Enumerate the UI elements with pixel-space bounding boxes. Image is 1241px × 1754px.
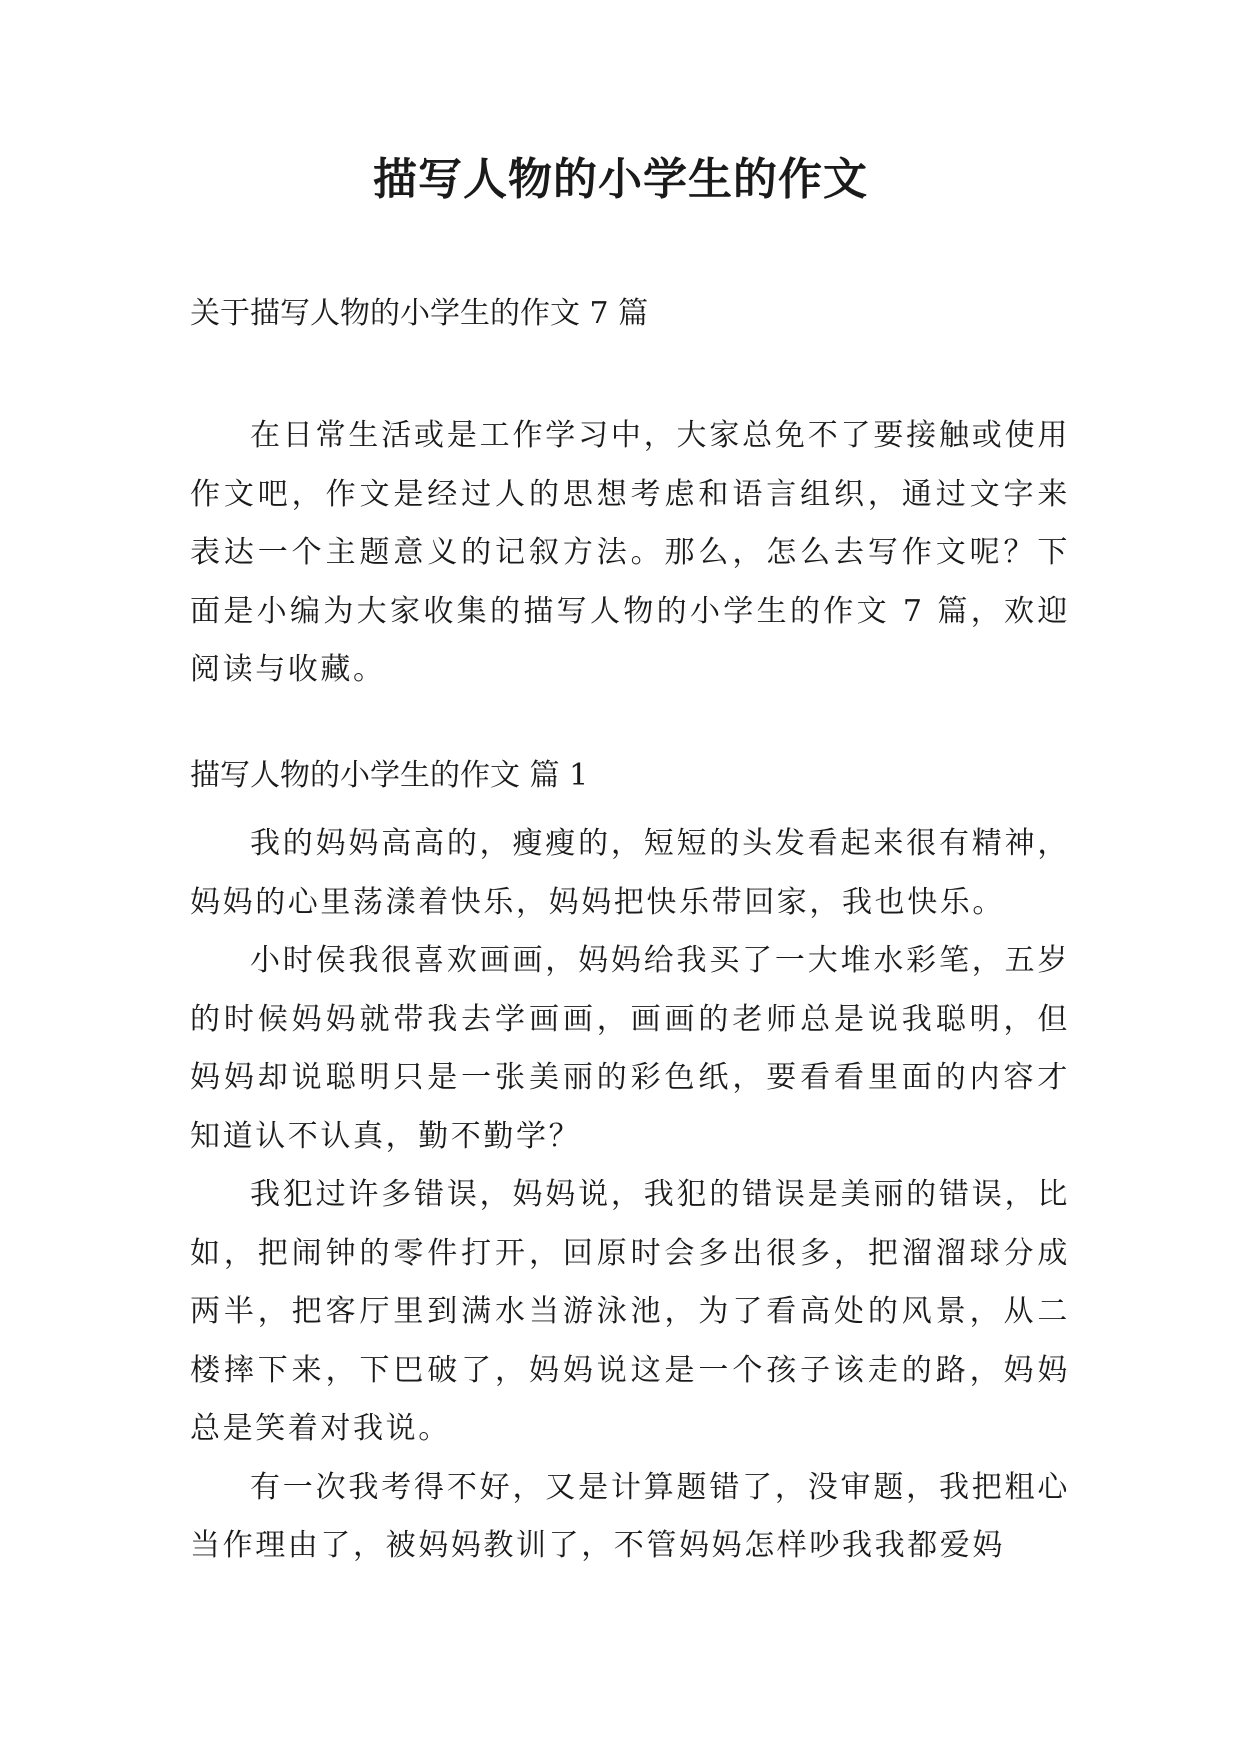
intro-section (190, 407, 1070, 700)
essay-paragraph-4: 有一次我考得不好，又是计算题错了，没审题，我把粗心当作理由了，被妈妈教训了，不管妈妈怎样吵我我都爱妈 (190, 1469, 1070, 1563)
document-title: 描写人物的小学生的作文 (373, 154, 868, 205)
intro-paragraph: 在日常生活或是工作学习中，大家总免不了要接触或使用作文吧，作文是经过人的思想考虑和语言组织，通过文字来表达一个主题意义的记叙方法。那么，怎么去写作文呢？下面是小编为大家收集的描写人物的小学生的作文 7 篇，欢迎阅读与收藏。 (190, 418, 1070, 687)
document-subtitle: 关于描写人物的小学生的作文 7 篇 (190, 296, 649, 331)
essay-body (190, 815, 1070, 1576)
essay-paragraph-2: 小时侯我很喜欢画画，妈妈给我买了一大堆水彩笔，五岁的时候妈妈就带我去学画画，画画的老师总是说我聪明，但妈妈却说聪明只是一张美丽的彩色纸，要看看里面的内容才知道认不认真，勤不勤学？ (190, 943, 1070, 1154)
essay-paragraph-3: 我犯过许多错误，妈妈说，我犯的错误是美丽的错误，比如，把闹钟的零件打开，回原时会多出很多，把溜溜球分成两半，把客厅里到满水当游泳池，为了看高处的风景，从二楼摔下来，下巴破了，妈妈说这是一个孩子该走的路，妈妈总是笑着对我说。 (190, 1177, 1070, 1446)
section-heading: 描写人物的小学生的作文 篇 1 (190, 758, 589, 793)
essay-paragraph-1: 我的妈妈高高的，瘦瘦的，短短的头发看起来很有精神，妈妈的心里荡漾着快乐，妈妈把快乐带回家，我也快乐。 (190, 826, 1070, 920)
